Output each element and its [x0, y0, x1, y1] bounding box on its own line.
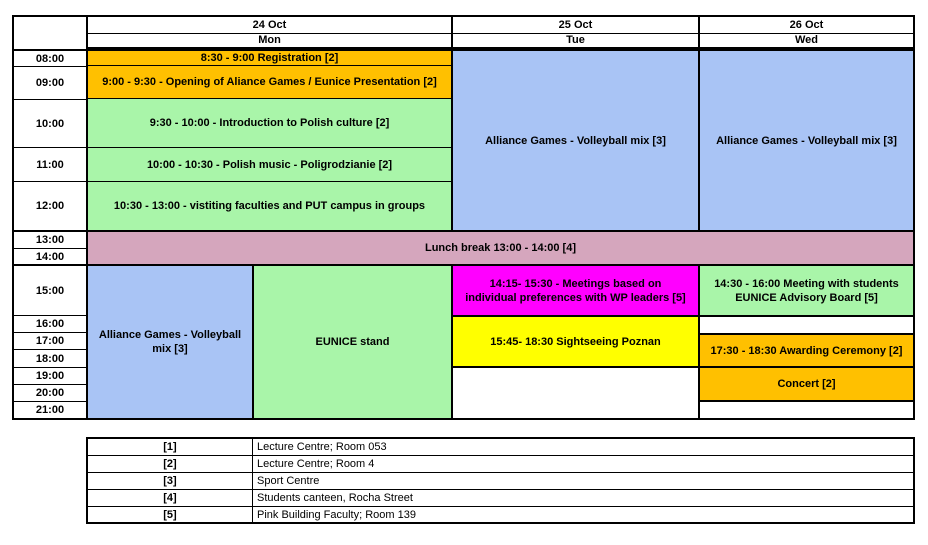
empty-slot-wed [700, 317, 913, 333]
legend-location: Pink Building Faculty; Room 139 [257, 508, 416, 521]
legend-code: [1] [163, 440, 177, 453]
time-label: 11:00 [36, 158, 64, 171]
time-label: 14:00 [35, 250, 65, 263]
time-label: 18:00 [35, 352, 65, 365]
time-label: 17:00 [35, 335, 65, 347]
empty-slot-tue [453, 368, 698, 418]
legend-row [86, 489, 914, 506]
time-label: 12:00 [35, 200, 65, 212]
event-meeting-students: 14:30 - 16:00 Meeting with students EUNICE Advisory Board [5] [700, 266, 913, 315]
event-awarding: 17:30 - 18:30 Awarding Ceremony [2] [700, 335, 913, 366]
event-registration: 8:30 - 9:00 Registration [2] [88, 51, 451, 66]
event-sightseeing: 15:45- 18:30 Sightseeing Poznan [453, 317, 698, 366]
day-header-mon [86, 15, 453, 49]
time-label: 10:00 [35, 117, 65, 130]
legend-location: Sport Centre [257, 474, 320, 487]
legend-row [86, 455, 914, 472]
day-header-wed [698, 15, 915, 49]
event-volleyball-mon: Alliance Games - Volleyball mix [3] [88, 266, 252, 418]
event-meetings-wp: 14:15- 15:30 - Meetings based on individual preferences with WP leaders [5] [453, 266, 698, 315]
legend-location: Students canteen, Rocha Street [257, 491, 413, 504]
event-opening: 9:00 - 9:30 - Opening of Aliance Games / Eunice Presentation [2] [88, 66, 451, 99]
legend-location: Lecture Centre; Room 053 [257, 440, 387, 453]
day-header-tue [451, 15, 700, 49]
day-date-tue: 25 Oct [558, 19, 593, 31]
day-weekday-tue: Tue [566, 34, 585, 46]
day-date-mon: 24 Oct [252, 19, 287, 31]
time-label: 09:00 [35, 77, 65, 89]
event-volleyball-wed: Alliance Games - Volleyball mix [3] [700, 51, 913, 230]
day-weekday-mon: Mon [258, 34, 281, 46]
event-visiting-faculties: 10:30 - 13:00 - vistiting faculties and PUT campus in groups [88, 182, 451, 230]
event-polish-music: 10:00 - 10:30 - Polish music - Poligrodzianie [2] [88, 148, 451, 182]
time-label: 16:00 [35, 318, 65, 330]
time-label: 08:00 [35, 52, 65, 65]
legend-location: Lecture Centre; Room 4 [257, 457, 375, 470]
time-label: 20:00 [35, 387, 65, 399]
time-label: 15:00 [35, 284, 65, 297]
legend-row [86, 472, 914, 489]
event-eunice-stand: EUNICE stand [254, 266, 451, 418]
time-label: 13:00 [35, 233, 65, 246]
legend-code: [2] [163, 457, 177, 470]
event-polish-culture: 9:30 - 10:00 - Introduction to Polish culture [2] [88, 99, 451, 148]
legend-code: [5] [163, 508, 177, 521]
event-concert: Concert [2] [700, 368, 913, 400]
legend-row [86, 438, 914, 455]
empty-slot-wed-end [700, 402, 913, 418]
day-weekday-wed: Wed [794, 34, 819, 46]
legend-row [86, 506, 914, 523]
event-lunch: Lunch break 13:00 - 14:00 [4] [86, 230, 915, 266]
event-volleyball-tue: Alliance Games - Volleyball mix [3] [453, 51, 698, 230]
time-label: 21:00 [35, 404, 65, 416]
legend-code: [3] [163, 474, 177, 487]
time-label: 19:00 [35, 370, 65, 382]
legend-code: [4] [163, 491, 177, 504]
day-date-wed: 26 Oct [789, 19, 824, 31]
